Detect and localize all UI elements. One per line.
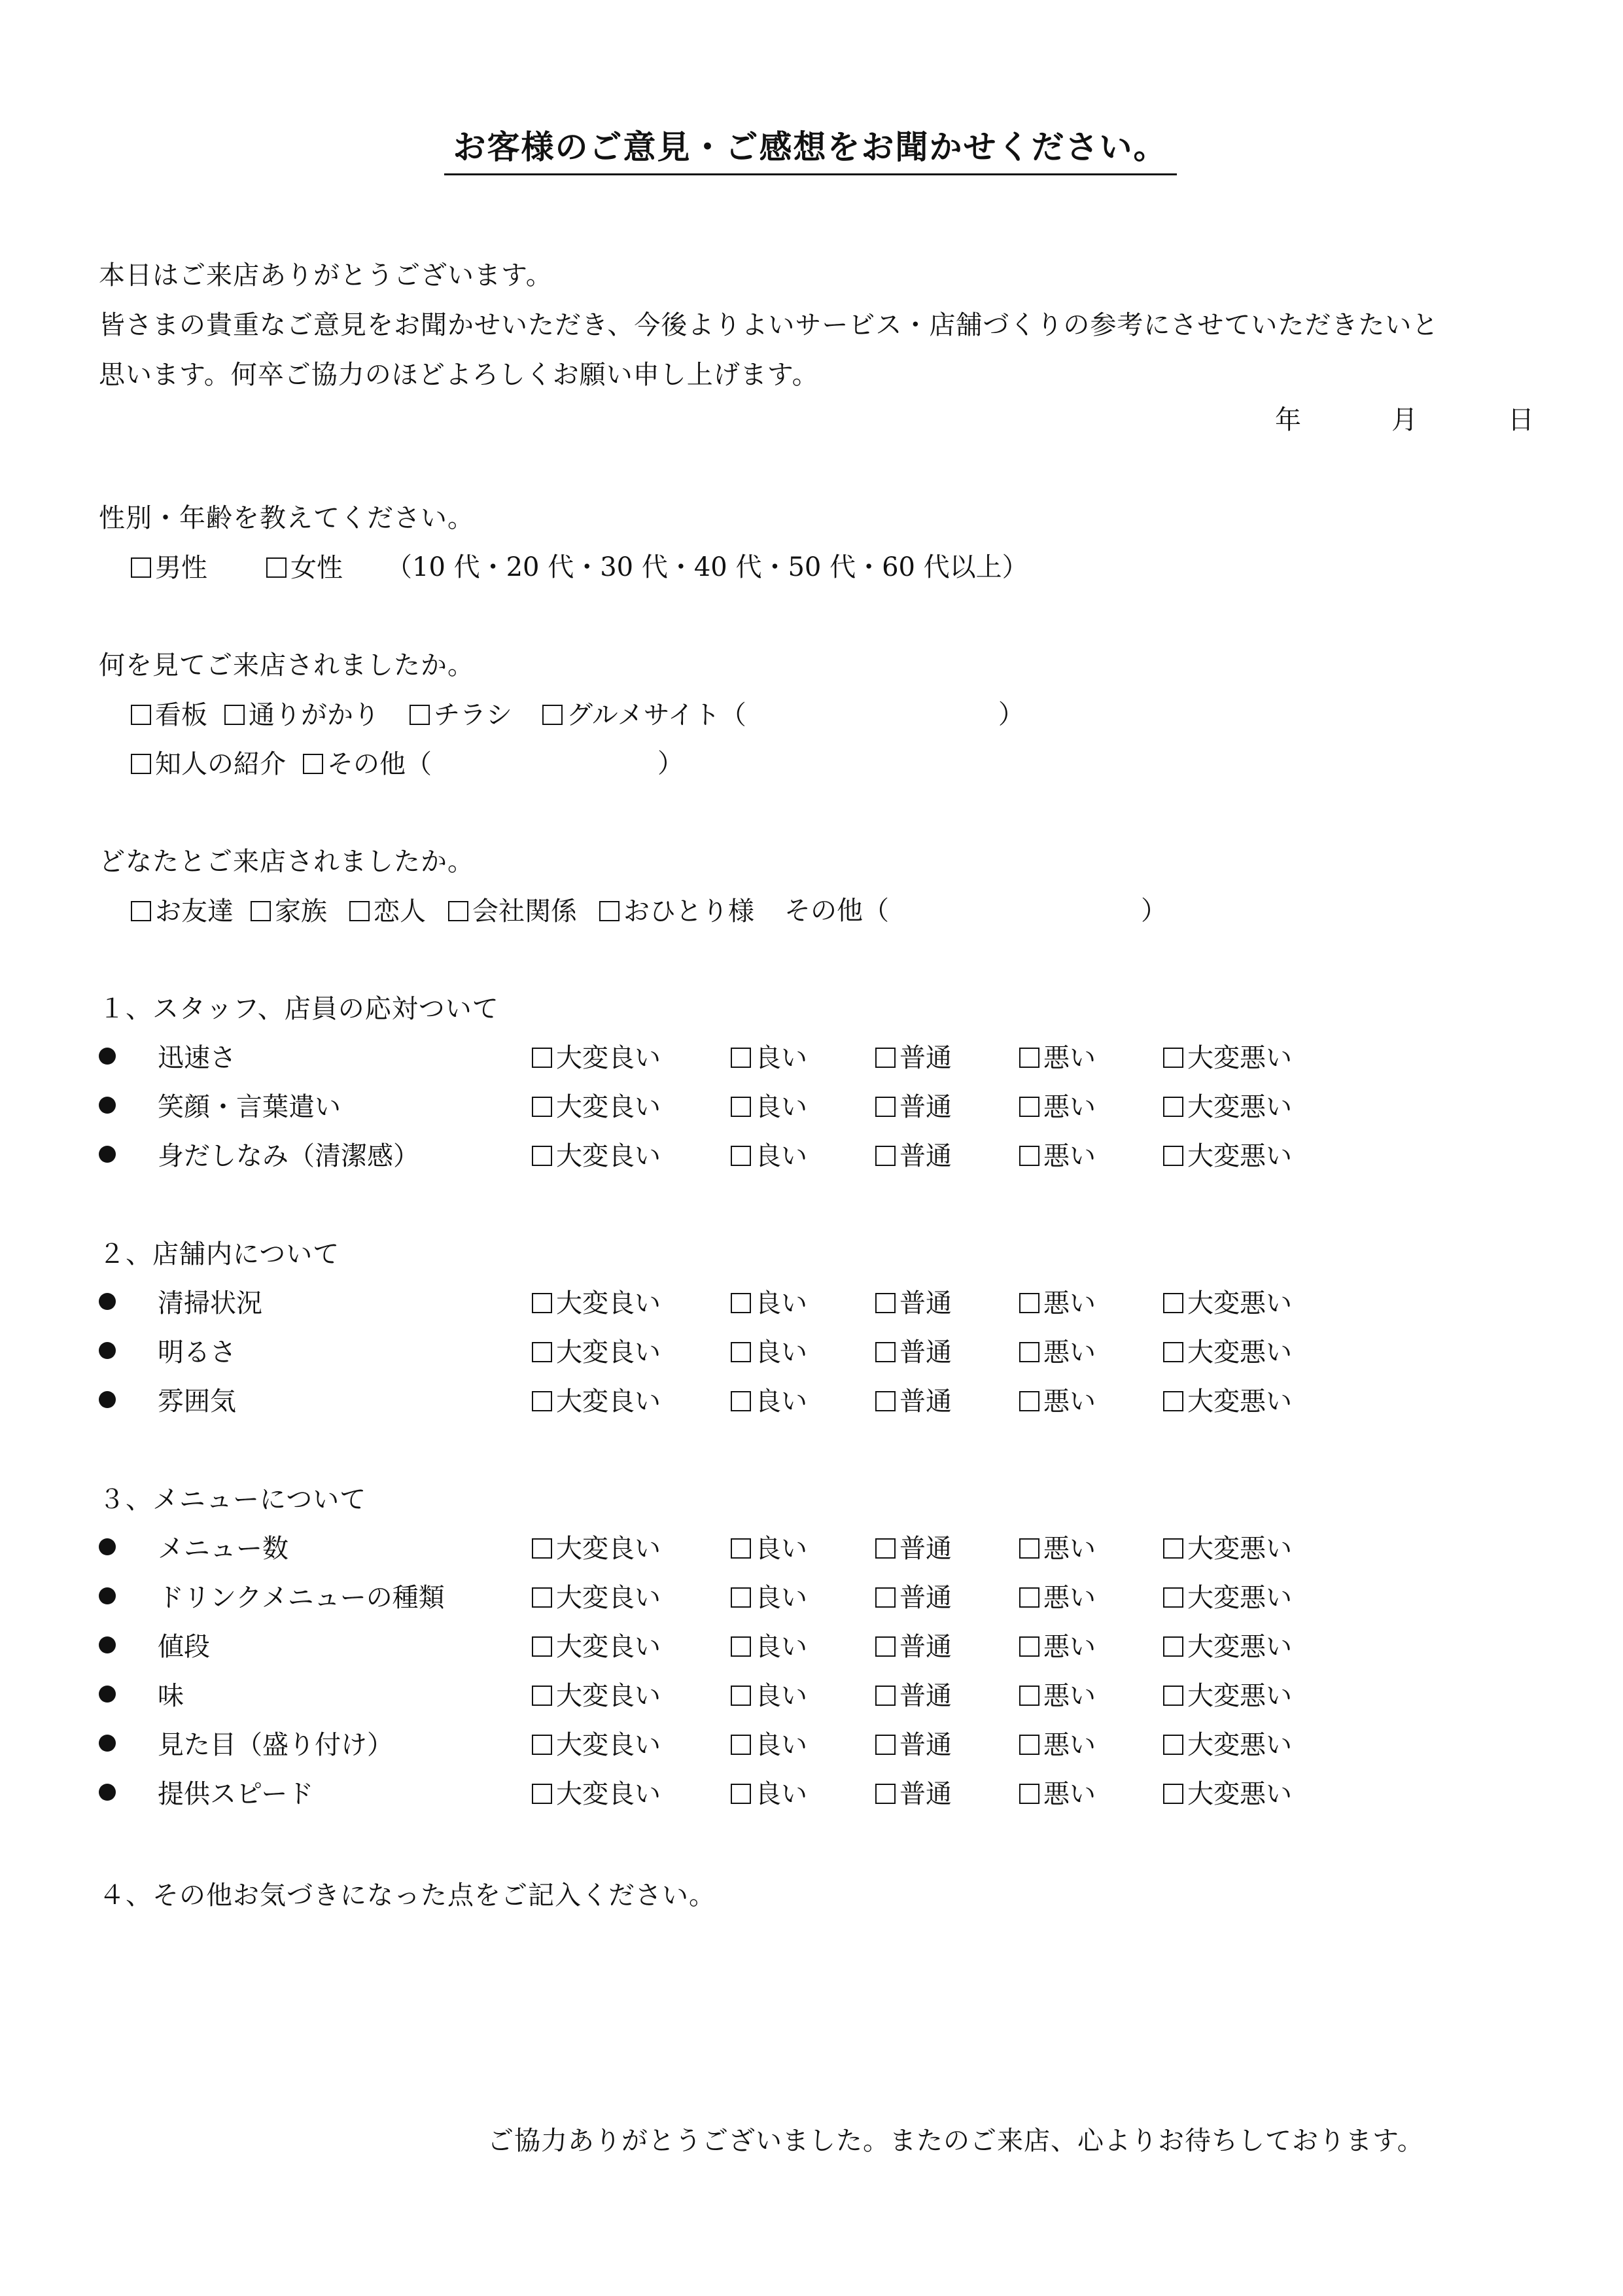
source-other-option[interactable] bbox=[303, 743, 432, 781]
bullet-icon bbox=[99, 1146, 116, 1163]
rating-option[interactable] bbox=[1163, 1675, 1292, 1712]
rating-checkbox[interactable] bbox=[532, 1097, 552, 1117]
rating-checkbox[interactable] bbox=[875, 1146, 896, 1166]
gourmet-site-label: グルメサイト（ bbox=[567, 700, 746, 730]
referral-label: 知人の紹介 bbox=[155, 749, 286, 779]
rating-option-label: 良い bbox=[755, 1288, 807, 1318]
companion-other-label: その他（ bbox=[784, 896, 889, 926]
rating-checkbox[interactable] bbox=[1019, 1048, 1039, 1068]
rating-checkbox[interactable] bbox=[731, 1538, 751, 1559]
bullet-icon bbox=[99, 1097, 116, 1114]
date-month-label: 月 bbox=[1391, 405, 1418, 435]
rating-option[interactable] bbox=[875, 1037, 952, 1074]
gender-age-question: 性別・年齢を教えてください。 bbox=[99, 503, 474, 533]
friend-label: お友達 bbox=[155, 896, 234, 927]
rating-option[interactable] bbox=[1019, 1528, 1096, 1565]
free-comment-area[interactable] bbox=[99, 1924, 1525, 2094]
passing-label: 通りがかり bbox=[249, 700, 379, 730]
rating-row bbox=[99, 1135, 1473, 1174]
intro-line-1: 本日はご来店ありがとうございます。 bbox=[99, 260, 553, 291]
rating-option-label: 大変良い bbox=[556, 1337, 661, 1368]
rating-option-label: 良い bbox=[755, 1632, 807, 1662]
rating-option-label: 大変良い bbox=[556, 1681, 661, 1711]
rating-option[interactable] bbox=[731, 1282, 807, 1320]
rating-option-label: 良い bbox=[755, 1534, 807, 1564]
rating-option-label: 悪い bbox=[1043, 1730, 1096, 1760]
signboard-label: 看板 bbox=[155, 700, 207, 730]
rating-option[interactable] bbox=[731, 1037, 807, 1074]
rating-option-label: 良い bbox=[755, 1141, 807, 1171]
rating-checkbox[interactable] bbox=[1163, 1686, 1183, 1706]
rating-option-label: 悪い bbox=[1043, 1288, 1096, 1318]
rating-option[interactable] bbox=[1019, 1332, 1096, 1369]
rating-option-label: 大変良い bbox=[556, 1043, 661, 1073]
rating-option[interactable] bbox=[1163, 1626, 1292, 1663]
bullet-icon bbox=[99, 1784, 116, 1801]
bullet-icon bbox=[99, 1735, 116, 1752]
work-checkbox[interactable] bbox=[448, 901, 468, 921]
flyer-label: チラシ bbox=[434, 700, 512, 730]
rating-option[interactable] bbox=[532, 1626, 661, 1663]
rating-option-label: 普通 bbox=[899, 1092, 952, 1122]
bullet-icon bbox=[99, 1293, 116, 1310]
rating-option[interactable] bbox=[532, 1528, 661, 1565]
rating-option-label: 大変良い bbox=[556, 1779, 661, 1809]
rating-checkbox[interactable] bbox=[532, 1342, 552, 1362]
rating-option-label: 普通 bbox=[899, 1730, 952, 1760]
companion-question: どなたとご来店されましたか。 bbox=[99, 847, 474, 877]
rating-option-label: 大変悪い bbox=[1187, 1141, 1292, 1171]
rating-option-label: 良い bbox=[755, 1386, 807, 1417]
rating-item-label: 味 bbox=[158, 1681, 184, 1711]
bullet-icon bbox=[99, 1636, 116, 1653]
rating-row bbox=[99, 1037, 1473, 1076]
section-heading-1: １、スタッフ、店員の応対ついて bbox=[99, 994, 499, 1024]
rating-checkbox[interactable] bbox=[1019, 1735, 1039, 1755]
rating-checkbox[interactable] bbox=[1019, 1784, 1039, 1804]
rating-checkbox[interactable] bbox=[731, 1686, 751, 1706]
rating-checkbox[interactable] bbox=[1019, 1342, 1039, 1362]
rating-checkbox[interactable] bbox=[731, 1784, 751, 1804]
rating-checkbox[interactable] bbox=[532, 1784, 552, 1804]
rating-option-label: 大変良い bbox=[556, 1386, 661, 1417]
companion-family-option[interactable] bbox=[251, 891, 327, 928]
rating-option[interactable] bbox=[731, 1724, 807, 1761]
rating-option[interactable] bbox=[532, 1135, 661, 1173]
rating-option[interactable] bbox=[875, 1332, 952, 1369]
rating-option[interactable] bbox=[1163, 1381, 1292, 1418]
rating-option[interactable] bbox=[731, 1332, 807, 1369]
rating-option-label: 普通 bbox=[899, 1632, 952, 1662]
rating-option[interactable] bbox=[1163, 1135, 1292, 1173]
rating-option[interactable] bbox=[731, 1528, 807, 1565]
rating-option-label: 大変良い bbox=[556, 1534, 661, 1564]
female-option[interactable] bbox=[266, 547, 343, 584]
rating-option[interactable] bbox=[1019, 1724, 1096, 1761]
age-options[interactable]: （10 代・20 代・30 代・40 代・50 代・60 代以上） bbox=[386, 552, 1028, 582]
rating-option-label: 大変良い bbox=[556, 1288, 661, 1318]
rating-checkbox[interactable] bbox=[532, 1538, 552, 1559]
rating-checkbox[interactable] bbox=[1163, 1342, 1183, 1362]
rating-option-label: 大変悪い bbox=[1187, 1681, 1292, 1711]
rating-option-label: 大変悪い bbox=[1187, 1043, 1292, 1073]
rating-option[interactable] bbox=[731, 1675, 807, 1712]
rating-option[interactable] bbox=[875, 1381, 952, 1418]
rating-option[interactable] bbox=[532, 1724, 661, 1761]
rating-checkbox[interactable] bbox=[1163, 1538, 1183, 1559]
rating-option-label: 悪い bbox=[1043, 1092, 1096, 1122]
alone-checkbox[interactable] bbox=[599, 901, 620, 921]
signboard-checkbox[interactable] bbox=[131, 705, 151, 725]
rating-item-label: 提供スピード bbox=[158, 1779, 314, 1809]
rating-option[interactable] bbox=[1163, 1332, 1292, 1369]
rating-option-label: 大変悪い bbox=[1187, 1386, 1292, 1417]
rating-option-label: 悪い bbox=[1043, 1632, 1096, 1662]
rating-checkbox[interactable] bbox=[1019, 1686, 1039, 1706]
intro-line-2: 皆さまの貴重なご意見をお聞かせいただき、今後よりよいサービス・店舗づくりの参考にさせていただきたいと bbox=[99, 310, 1439, 340]
rating-option[interactable] bbox=[1163, 1773, 1292, 1810]
rating-option-label: 大変悪い bbox=[1187, 1583, 1292, 1613]
rating-checkbox[interactable] bbox=[875, 1784, 896, 1804]
companion-partner-option[interactable] bbox=[349, 891, 426, 928]
friend-checkbox[interactable] bbox=[131, 901, 151, 921]
rating-row bbox=[99, 1381, 1473, 1420]
free-comment-heading: ４、その他お気づきになった点をご記入ください。 bbox=[99, 1881, 716, 1911]
rating-checkbox[interactable] bbox=[1019, 1538, 1039, 1559]
rating-checkbox[interactable] bbox=[731, 1636, 751, 1657]
rating-option[interactable] bbox=[875, 1135, 952, 1173]
rating-checkbox[interactable] bbox=[1163, 1146, 1183, 1166]
rating-option[interactable] bbox=[532, 1086, 661, 1123]
rating-checkbox[interactable] bbox=[731, 1391, 751, 1411]
rating-checkbox[interactable] bbox=[1019, 1391, 1039, 1411]
rating-checkbox[interactable] bbox=[875, 1342, 896, 1362]
rating-row bbox=[99, 1724, 1473, 1763]
male-checkbox[interactable] bbox=[131, 557, 151, 578]
source-options-row-1 bbox=[131, 694, 1024, 732]
rating-option-label: 大変良い bbox=[556, 1141, 661, 1171]
rating-option-label: 悪い bbox=[1043, 1534, 1096, 1564]
intro-text bbox=[99, 251, 1538, 400]
rating-checkbox[interactable] bbox=[1163, 1097, 1183, 1117]
rating-option[interactable] bbox=[731, 1381, 807, 1418]
female-checkbox[interactable] bbox=[266, 557, 287, 578]
rating-checkbox[interactable] bbox=[1163, 1293, 1183, 1313]
rating-checkbox[interactable] bbox=[731, 1293, 751, 1313]
rating-item-label: 雰囲気 bbox=[158, 1386, 236, 1417]
rating-option[interactable] bbox=[731, 1626, 807, 1663]
rating-option-label: 悪い bbox=[1043, 1386, 1096, 1417]
rating-checkbox[interactable] bbox=[1163, 1048, 1183, 1068]
rating-option[interactable] bbox=[1019, 1282, 1096, 1320]
rating-option[interactable] bbox=[532, 1773, 661, 1810]
gourmet-site-checkbox[interactable] bbox=[542, 705, 563, 725]
rating-row bbox=[99, 1773, 1473, 1812]
rating-checkbox[interactable] bbox=[875, 1735, 896, 1755]
bullet-icon bbox=[99, 1587, 116, 1604]
rating-option-label: 良い bbox=[755, 1337, 807, 1368]
partner-label: 恋人 bbox=[374, 896, 426, 927]
rating-row bbox=[99, 1528, 1473, 1567]
rating-checkbox[interactable] bbox=[875, 1538, 896, 1559]
companion-friend-option[interactable] bbox=[131, 891, 234, 928]
rating-option-label: 大変良い bbox=[556, 1092, 661, 1122]
rating-option[interactable] bbox=[875, 1626, 952, 1663]
rating-option[interactable] bbox=[1163, 1577, 1292, 1614]
rating-option-label: 大変悪い bbox=[1187, 1337, 1292, 1368]
rating-option[interactable] bbox=[1019, 1773, 1096, 1810]
bullet-icon bbox=[99, 1342, 116, 1359]
rating-row bbox=[99, 1332, 1473, 1371]
rating-checkbox[interactable] bbox=[875, 1636, 896, 1657]
rating-option[interactable] bbox=[1163, 1037, 1292, 1074]
source-other-checkbox[interactable] bbox=[303, 754, 323, 774]
source-gourmet-site-option[interactable] bbox=[542, 694, 746, 732]
section-heading-3: ３、メニューについて bbox=[99, 1485, 367, 1515]
rating-option-label: 良い bbox=[755, 1092, 807, 1122]
rating-option[interactable] bbox=[532, 1037, 661, 1074]
rating-option-label: 普通 bbox=[899, 1386, 952, 1417]
rating-option[interactable] bbox=[532, 1332, 661, 1369]
rating-checkbox[interactable] bbox=[1019, 1097, 1039, 1117]
referral-checkbox[interactable] bbox=[131, 754, 151, 774]
source-flyer-option[interactable] bbox=[410, 694, 512, 732]
rating-checkbox[interactable] bbox=[731, 1735, 751, 1755]
rating-option-label: 良い bbox=[755, 1681, 807, 1711]
alone-label: おひとり様 bbox=[623, 896, 754, 927]
rating-option-label: 悪い bbox=[1043, 1141, 1096, 1171]
date-day-label: 日 bbox=[1508, 405, 1534, 435]
family-label: 家族 bbox=[275, 896, 327, 927]
source-other-close: ） bbox=[657, 749, 684, 779]
rating-option-label: 悪い bbox=[1043, 1043, 1096, 1073]
rating-checkbox[interactable] bbox=[875, 1391, 896, 1411]
rating-checkbox[interactable] bbox=[532, 1686, 552, 1706]
rating-checkbox[interactable] bbox=[1019, 1636, 1039, 1657]
rating-option[interactable] bbox=[875, 1528, 952, 1565]
rating-checkbox[interactable] bbox=[532, 1587, 552, 1608]
gender-age-options bbox=[131, 546, 1028, 584]
rating-checkbox[interactable] bbox=[731, 1146, 751, 1166]
rating-option[interactable] bbox=[875, 1086, 952, 1123]
rating-checkbox[interactable] bbox=[532, 1735, 552, 1755]
rating-option[interactable] bbox=[1019, 1381, 1096, 1418]
rating-option[interactable] bbox=[532, 1381, 661, 1418]
rating-checkbox[interactable] bbox=[1163, 1735, 1183, 1755]
rating-checkbox[interactable] bbox=[532, 1048, 552, 1068]
rating-row bbox=[99, 1086, 1473, 1125]
rating-checkbox[interactable] bbox=[731, 1097, 751, 1117]
rating-option-label: 大変悪い bbox=[1187, 1092, 1292, 1122]
date-field[interactable] bbox=[1185, 399, 1534, 436]
rating-option-label: 良い bbox=[755, 1043, 807, 1073]
rating-item-label: 身だしなみ（清潔感） bbox=[158, 1141, 419, 1171]
rating-option-label: 大変良い bbox=[556, 1583, 661, 1613]
rating-item-label: 見た目（盛り付け） bbox=[158, 1730, 393, 1760]
female-label: 女性 bbox=[290, 553, 343, 583]
family-checkbox[interactable] bbox=[251, 901, 271, 921]
rating-checkbox[interactable] bbox=[1163, 1784, 1183, 1804]
rating-item-label: 迅速さ bbox=[158, 1043, 236, 1073]
rating-checkbox[interactable] bbox=[875, 1048, 896, 1068]
rating-item-label: 明るさ bbox=[158, 1337, 236, 1368]
section-heading-2: ２、店舗内について bbox=[99, 1239, 340, 1269]
date-year-label: 年 bbox=[1275, 405, 1301, 435]
rating-option[interactable] bbox=[1019, 1135, 1096, 1173]
rating-checkbox[interactable] bbox=[532, 1636, 552, 1657]
rating-checkbox[interactable] bbox=[1163, 1391, 1183, 1411]
rating-checkbox[interactable] bbox=[1163, 1636, 1183, 1657]
companion-other-close: ） bbox=[1141, 896, 1167, 926]
rating-item-label: 値段 bbox=[158, 1632, 210, 1662]
rating-option-label: 普通 bbox=[899, 1681, 952, 1711]
rating-option[interactable] bbox=[1019, 1037, 1096, 1074]
flyer-checkbox[interactable] bbox=[410, 705, 430, 725]
male-option[interactable] bbox=[131, 547, 207, 584]
bullet-icon bbox=[99, 1538, 116, 1555]
rating-option-label: 普通 bbox=[899, 1141, 952, 1171]
rating-option[interactable] bbox=[1163, 1528, 1292, 1565]
rating-option-label: 普通 bbox=[899, 1583, 952, 1613]
rating-option[interactable] bbox=[1019, 1626, 1096, 1663]
rating-option-label: 良い bbox=[755, 1583, 807, 1613]
source-referral-option[interactable] bbox=[131, 743, 286, 781]
passing-checkbox[interactable] bbox=[224, 705, 245, 725]
rating-option[interactable] bbox=[1163, 1724, 1292, 1761]
rating-option[interactable] bbox=[731, 1773, 807, 1810]
companion-work-option[interactable] bbox=[448, 891, 577, 928]
partner-checkbox[interactable] bbox=[349, 901, 370, 921]
rating-option[interactable] bbox=[875, 1577, 952, 1614]
rating-option[interactable] bbox=[532, 1675, 661, 1712]
rating-option-label: 悪い bbox=[1043, 1337, 1096, 1368]
rating-option[interactable] bbox=[875, 1675, 952, 1712]
rating-option[interactable] bbox=[1163, 1282, 1292, 1320]
rating-option[interactable] bbox=[1019, 1675, 1096, 1712]
rating-checkbox[interactable] bbox=[875, 1293, 896, 1313]
rating-item-label: 清掃状況 bbox=[158, 1288, 262, 1318]
rating-row bbox=[99, 1675, 1473, 1714]
rating-checkbox[interactable] bbox=[1019, 1146, 1039, 1166]
rating-option[interactable] bbox=[1019, 1577, 1096, 1614]
source-question: 何を見てご来店されましたか。 bbox=[99, 650, 474, 680]
rating-option[interactable] bbox=[875, 1282, 952, 1320]
rating-option[interactable] bbox=[1019, 1086, 1096, 1123]
rating-option-label: 大変悪い bbox=[1187, 1730, 1292, 1760]
rating-option-label: 悪い bbox=[1043, 1583, 1096, 1613]
rating-option[interactable] bbox=[875, 1724, 952, 1761]
rating-item-label: ドリンクメニューの種類 bbox=[158, 1583, 445, 1613]
title-wrapper bbox=[0, 121, 1623, 175]
source-options-row-2 bbox=[131, 743, 684, 781]
rating-checkbox[interactable] bbox=[1019, 1587, 1039, 1608]
rating-option-label: 大変悪い bbox=[1187, 1779, 1292, 1809]
rating-checkbox[interactable] bbox=[875, 1097, 896, 1117]
intro-line-3: 思います。何卒ご協力のほどよろしくお願い申し上げます。 bbox=[99, 360, 819, 390]
rating-checkbox[interactable] bbox=[875, 1686, 896, 1706]
companion-options bbox=[131, 890, 1167, 928]
rating-checkbox[interactable] bbox=[1163, 1587, 1183, 1608]
work-label: 会社関係 bbox=[472, 896, 577, 927]
rating-option-label: 悪い bbox=[1043, 1779, 1096, 1809]
closing-message: ご協力ありがとうございました。またのご来店、心よりお待ちしております。 bbox=[487, 2126, 1424, 2156]
rating-option-label: 大変悪い bbox=[1187, 1534, 1292, 1564]
source-passing-option[interactable] bbox=[224, 694, 379, 732]
rating-option-label: 普通 bbox=[899, 1043, 952, 1073]
rating-option-label: 良い bbox=[755, 1730, 807, 1760]
bullet-icon bbox=[99, 1391, 116, 1408]
rating-checkbox[interactable] bbox=[532, 1391, 552, 1411]
rating-checkbox[interactable] bbox=[532, 1146, 552, 1166]
rating-option-label: 普通 bbox=[899, 1288, 952, 1318]
rating-option[interactable] bbox=[532, 1577, 661, 1614]
rating-checkbox[interactable] bbox=[1019, 1293, 1039, 1313]
rating-option-label: 大変良い bbox=[556, 1632, 661, 1662]
rating-option[interactable] bbox=[731, 1086, 807, 1123]
rating-option[interactable] bbox=[532, 1282, 661, 1320]
rating-checkbox[interactable] bbox=[532, 1293, 552, 1313]
rating-option-label: 普通 bbox=[899, 1779, 952, 1809]
page-title: お客様のご意見・ご感想をお聞かせください。 bbox=[444, 121, 1177, 175]
source-signboard-option[interactable] bbox=[131, 694, 207, 732]
source-other-label: その他（ bbox=[327, 749, 432, 779]
rating-row bbox=[99, 1626, 1473, 1665]
gourmet-site-close: ） bbox=[998, 699, 1024, 730]
rating-checkbox[interactable] bbox=[875, 1587, 896, 1608]
rating-option-label: 大変良い bbox=[556, 1730, 661, 1760]
rating-row bbox=[99, 1577, 1473, 1616]
male-label: 男性 bbox=[155, 553, 207, 583]
bullet-icon bbox=[99, 1048, 116, 1065]
bullet-icon bbox=[99, 1686, 116, 1703]
rating-checkbox[interactable] bbox=[731, 1342, 751, 1362]
rating-option[interactable] bbox=[731, 1135, 807, 1173]
rating-checkbox[interactable] bbox=[731, 1587, 751, 1608]
rating-option-label: 普通 bbox=[899, 1534, 952, 1564]
rating-item-label: 笑顔・言葉遣い bbox=[158, 1092, 341, 1122]
rating-option[interactable] bbox=[875, 1773, 952, 1810]
rating-option-label: 大変悪い bbox=[1187, 1288, 1292, 1318]
rating-checkbox[interactable] bbox=[731, 1048, 751, 1068]
rating-option[interactable] bbox=[731, 1577, 807, 1614]
rating-option-label: 悪い bbox=[1043, 1681, 1096, 1711]
rating-option-label: 普通 bbox=[899, 1337, 952, 1368]
rating-row bbox=[99, 1282, 1473, 1322]
rating-option-label: 良い bbox=[755, 1779, 807, 1809]
companion-alone-option[interactable] bbox=[599, 891, 754, 928]
rating-item-label: メニュー数 bbox=[158, 1534, 288, 1564]
rating-option[interactable] bbox=[1163, 1086, 1292, 1123]
rating-option-label: 大変悪い bbox=[1187, 1632, 1292, 1662]
